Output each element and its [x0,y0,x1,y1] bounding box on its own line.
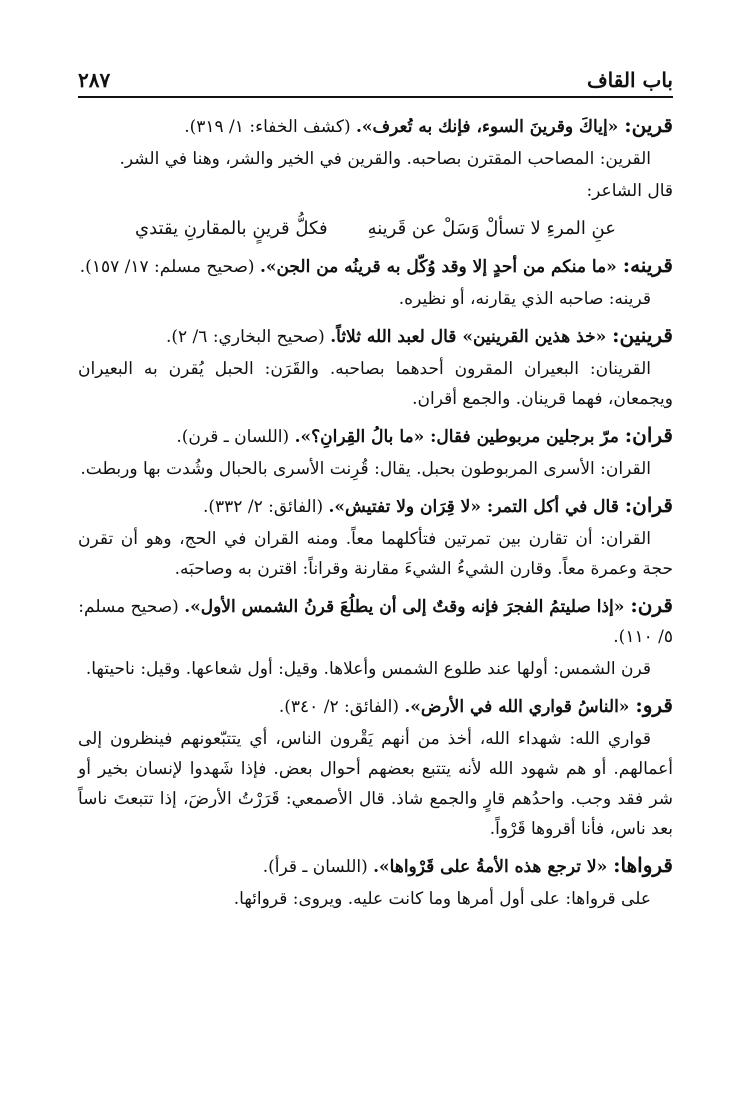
entry-heading [78,690,673,722]
chapter-title: باب القاف [586,68,673,92]
entry-word: قران: [624,423,673,447]
source-citation: (اللسان ـ قرأ). [262,857,374,877]
entry [78,590,673,684]
hadith-text: مرّ برجلين مربوطين فقال: «ما بالُ القِرانِ؟». [294,427,625,447]
source-citation: (صحيح مسلم: ٥/ ١١٠). [78,597,673,647]
entry [78,690,673,844]
page-header [78,56,673,92]
entry [78,490,673,584]
explanation: قرن الشمس: أولها عند طلوع الشمس وأعلاها. وقيل: أول شعاعها. وقيل: ناحيتها. [85,659,651,679]
explanation: القران: الأسرى المربوطون بحبل. يقال: قُرِنت الأسرى بالحبال وشُدت بها وربطت. [80,459,651,479]
page-body [78,110,673,920]
entry [78,850,673,914]
entry-word: قرن: [630,593,673,617]
entry-word: قران: [624,493,673,517]
source-citation: (الفائق: ٢/ ٣٣٢). [203,497,329,517]
entry-word: قرينه: [622,253,673,277]
explanation: القرينان: البعيران المقرون أحدهما بصاحبه. والقَرَن: الحبل يُقرن به البعيران ويجمعان، فهما قرينان. والجمع أقران. [78,359,673,409]
entry [78,320,673,414]
entry-heading [78,590,673,652]
hadith-text: «الناسُ قواري الله في الأرض». [404,697,636,717]
poet-intro: قال الشاعر: [586,181,673,201]
explanation: قرينه: صاحبه الذي يقارنه، أو نظيره. [398,289,651,309]
entry [78,250,673,314]
hadith-text: قال في أكل التمر: «لا قِرَان ولا تفتيش». [328,497,625,517]
source-citation: (اللسان ـ قرن). [176,427,295,447]
entry [78,420,673,484]
hadith-text: «خذ هذين القرينين» قال لعبد الله ثلاثاً. [330,327,613,347]
entry-heading [78,110,673,142]
entry-heading [78,420,673,452]
explanation: على قرواها: على أول أمرها وما كانت عليه. ويروى: قروائها. [233,889,651,909]
verse-second-hemistich: فكلُّ قرينٍ بالمقارنِ يقتدي [135,218,328,239]
explanation: القرين: المصاحب المقترن بصاحبه. والقرين في الخير والشر، وهنا في الشر. [119,149,651,169]
explanation: القران: أن تقارن بين تمرتين فتأكلهما معاً. ومنه القران في الحج، وهو أن تقرن حجة وعمرة معاً. وقارن الشيءُ الشيءَ مقارنة وقراناً: اقترن به وصاحبَه. [78,529,673,579]
source-citation: (صحيح مسلم: ١٧/ ١٥٧). [79,257,260,277]
source-citation: (كشف الخفاء: ١/ ٣١٩). [184,117,357,137]
hadith-text: «ما منكم من أحدٍ إلا وقد وُكّل به قرينُه من الجن». [259,257,623,277]
page-number: ٢٨٧ [78,68,111,92]
verse-first-hemistich: عنِ المرءِ لا تسألْ وَسَلْ عن قَرينهِ [367,218,616,239]
entry-heading [78,490,673,522]
explanation: قواري الله: شهداء الله، أخذ من أنهم يَقْرون الناس، أي يتتبّعونهم فينظرون إلى أعمالهم. أو هم شهود الله لأنه يتتبع بعضهم أحوال بعض. فإذا شَهدوا لإنسان بخير أو شر فقد وجب. واحدُهم قارٍ والجمع شاذ. قال الأصمعي: قَرَرْتُ الأرضَ، إذا تتبعتَ ناساً بعد ناس، فأنا أقروها قَرْواً. [78,729,673,839]
entry-heading [78,250,673,282]
entry-word: قرواها: [613,853,673,877]
entry-heading [78,850,673,882]
hadith-text: «إياكَ وقرينَ السوء، فإنك به تُعرف». [356,117,625,137]
hadith-text: «إذا صليتمُ الفجرَ فإنه وقتٌ إلى أن يطلُعَ قرنُ الشمس الأول». [184,597,631,617]
source-citation: (صحيح البخاري: ٦/ ٢). [165,327,331,347]
poetry-verse [78,214,673,244]
source-citation: (الفائق: ٢/ ٣٤٠). [278,697,405,717]
entry-word: قرينين: [612,323,673,347]
entry-heading [78,320,673,352]
hadith-text: «لا ترجع هذه الأمةُ على قَرْواها». [373,857,614,877]
header-rule [78,96,673,98]
entry [78,110,673,244]
entry-word: قرو: [635,693,673,717]
entry-word: قرين: [624,113,673,137]
